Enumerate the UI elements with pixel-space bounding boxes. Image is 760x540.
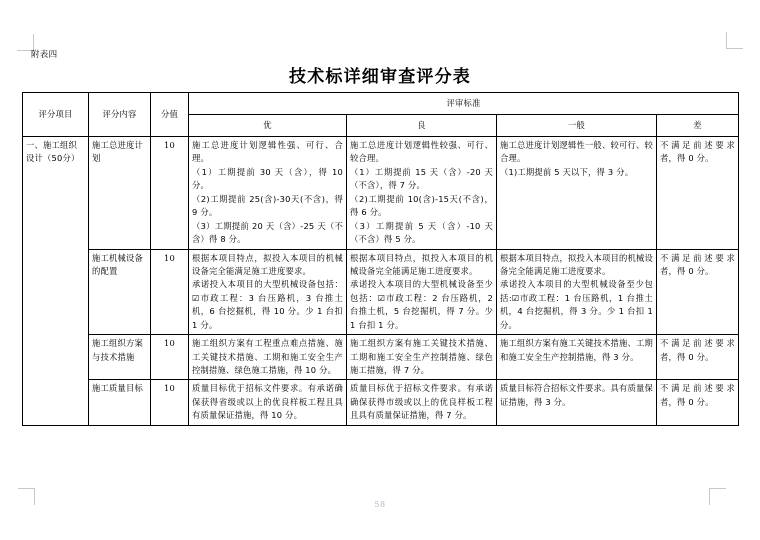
criteria-line: 不满足前述要求者，得 0 分。 [660, 383, 735, 407]
criteria-good [347, 380, 497, 425]
score-value: 10 [151, 380, 189, 425]
criteria-excellent [189, 380, 347, 425]
table-body [23, 137, 739, 426]
criteria-line: 质量目标符合招标文件要求。具有质量保证措施，得 3 分。 [500, 383, 653, 407]
criteria-line: （1）工期提前 30 天（含），得 10 分。 [192, 166, 343, 191]
criteria-line: 承诺投入本项目的大型机械设备包括：☑市政工程：3 台压路机，3 台推土机，6 台挖掘机，得 10 分。少 1 台扣 1 分。 [192, 279, 343, 330]
table-header-row [23, 93, 739, 115]
criteria-poor [657, 335, 739, 380]
header-grade-average: 一般 [497, 115, 657, 137]
score-group-label: 一、施工组织设计（50分） [23, 137, 89, 426]
header-grade-poor: 差 [657, 115, 739, 137]
criteria-excellent [189, 137, 347, 250]
score-table [22, 92, 739, 426]
score-content-label: 施工质量目标 [89, 380, 151, 425]
criteria-line: 不满足前述要求者，得 0 分。 [660, 252, 735, 276]
criteria-line: 不满足前述要求者，得 0 分。 [660, 140, 735, 164]
criteria-average [497, 335, 657, 380]
header-criteria: 评审标准 [189, 93, 739, 115]
criteria-average [497, 137, 657, 250]
criteria-line: （2)工期提前 10(含)-15天(不含)，得 6 分。 [350, 193, 493, 218]
criteria-line: 施工总进度计划逻辑性强、可行、合理。 [192, 140, 343, 164]
score-value: 10 [151, 249, 189, 335]
criteria-average [497, 380, 657, 425]
criteria-line: 施工总进度计划逻辑性较强、可行、较合理。 [350, 140, 493, 164]
criteria-line: 承诺投入本项目的大型机械设备至少包括:☑市政工程：1 台压路机，1 台推土机，4 台挖掘机，得 3 分。少 1 台扣 1 分。 [500, 279, 653, 330]
criteria-line: 根据本项目特点，拟投入本项目的机械设备完全能满足施工进度要求。 [350, 252, 493, 276]
criteria-line: 根据本项目特点，拟投入本项目的机械设备完全能满足施工进度要求。 [192, 252, 343, 276]
criteria-line: 不满足前述要求者，得 0 分。 [660, 338, 735, 362]
header-grade-good: 良 [347, 115, 497, 137]
criteria-poor [657, 380, 739, 425]
criteria-line: 质量目标优于招标文件要求。有承诺确保获得市级或以上的优良样板工程且具有质量保证措施，得 7 分。 [350, 383, 493, 421]
page-number: 58 [374, 500, 386, 509]
criteria-good [347, 335, 497, 380]
table-row [23, 335, 739, 380]
score-table-wrapper [22, 92, 738, 426]
table-row [23, 249, 739, 335]
criteria-average [497, 249, 657, 335]
attachment-label: 附表四 [31, 50, 58, 60]
criteria-excellent [189, 249, 347, 335]
header-grade-excellent: 优 [189, 115, 347, 137]
criteria-line: 施工总进度计划逻辑性一般、较可行、较合理。 [500, 140, 653, 164]
criteria-line: （3）工期提前 5 天（含）-10 天（不含）得 5 分。 [350, 220, 493, 245]
criteria-line: 根据本项目特点，拟投入本项目的机械设备完全能满足施工进度要求。 [500, 252, 653, 276]
criteria-line: （3）工期提前 20 天（含）-25 天（不含）得 8 分。 [192, 220, 343, 245]
criteria-line: （2)工期提前 25(含)-30天(不含)，得 9 分。 [192, 193, 343, 218]
criteria-line: 施工组织方案有工程重点难点措施、施工关键技术措施、工期和施工安全生产控制措施、绿色施工措施，得 10 分。 [192, 338, 343, 375]
criteria-poor [657, 137, 739, 250]
criteria-line: 施工组织方案有施工关键技术措施、工期和施工安全生产控制措施、绿色施工措施，得 7 分。 [350, 338, 493, 375]
criteria-line: 承诺投入本项目的大型机械设备至少包括：☑市政工程：2 台压路机，2 台推土机，5 台挖掘机，得 7 分。少 1 台扣 1 分。 [350, 279, 493, 330]
criteria-line: （1）工期提前 15 天（含）-20 天（不含），得 7 分。 [350, 166, 493, 191]
criteria-line: （1)工期提前 5 天以下，得 3 分。 [500, 166, 634, 177]
score-content-label: 施工总进度计划 [89, 137, 151, 250]
criteria-line: 施工组织方案有施工关键技术措施、工期和施工安全生产控制措施，得 3 分。 [500, 338, 653, 362]
table-row [23, 137, 739, 250]
score-content-label: 施工机械设备的配置 [89, 249, 151, 335]
table-row [23, 380, 739, 425]
page-title: 技术标详细审查评分表 [289, 67, 471, 87]
criteria-poor [657, 249, 739, 335]
header-item: 评分项目 [23, 93, 89, 137]
criteria-good [347, 249, 497, 335]
criteria-excellent [189, 335, 347, 380]
header-content: 评分内容 [89, 93, 151, 137]
score-value: 10 [151, 335, 189, 380]
header-score: 分值 [151, 93, 189, 137]
criteria-line: 质量目标优于招标文件要求。有承诺确保获得省级或以上的优良样板工程且具有质量保证措施，得 10 分。 [192, 383, 343, 421]
criteria-good [347, 137, 497, 250]
score-value: 10 [151, 137, 189, 250]
score-content-label: 施工组织方案与技术措施 [89, 335, 151, 380]
